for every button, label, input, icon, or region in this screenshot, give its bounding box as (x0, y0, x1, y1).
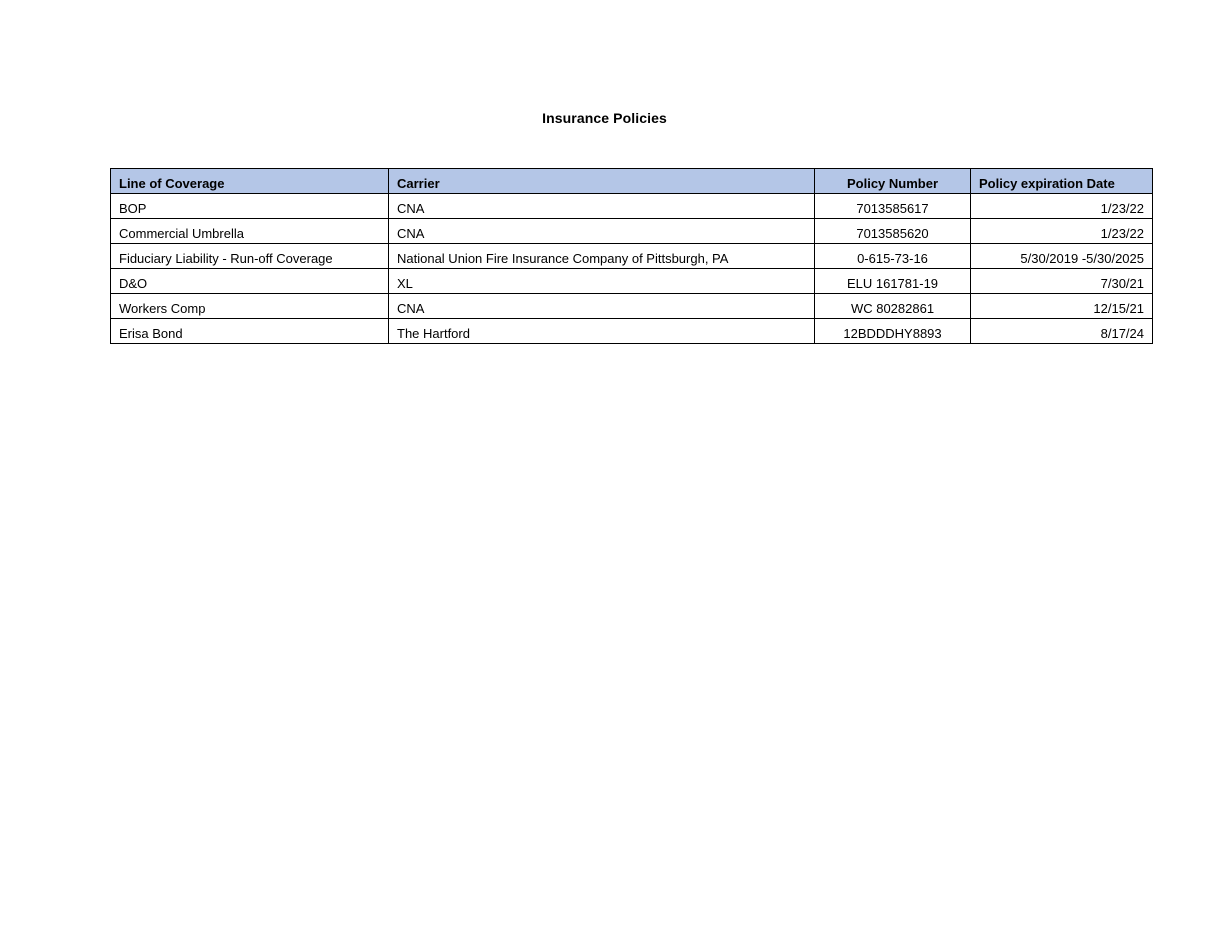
cell-carrier: The Hartford (389, 319, 815, 344)
header-carrier: Carrier (389, 169, 815, 194)
cell-policy-number: ELU 161781-19 (815, 269, 971, 294)
cell-line-of-coverage: Fiduciary Liability - Run-off Coverage (111, 244, 389, 269)
table-row (111, 219, 1153, 244)
cell-line-of-coverage: Workers Comp (111, 294, 389, 319)
cell-policy-number: 7013585620 (815, 219, 971, 244)
insurance-policies-table (110, 168, 1153, 344)
header-policy-number: Policy Number (815, 169, 971, 194)
cell-carrier: CNA (389, 294, 815, 319)
table-row (111, 269, 1153, 294)
cell-line-of-coverage: Commercial Umbrella (111, 219, 389, 244)
header-line-of-coverage: Line of Coverage (111, 169, 389, 194)
cell-policy-number: 7013585617 (815, 194, 971, 219)
cell-carrier: CNA (389, 194, 815, 219)
cell-expiration-date: 8/17/24 (971, 319, 1153, 344)
cell-line-of-coverage: Erisa Bond (111, 319, 389, 344)
cell-expiration-date: 7/30/21 (971, 269, 1153, 294)
cell-expiration-date: 1/23/22 (971, 219, 1153, 244)
cell-expiration-date: 1/23/22 (971, 194, 1153, 219)
cell-line-of-coverage: D&O (111, 269, 389, 294)
table-row (111, 319, 1153, 344)
table-row (111, 294, 1153, 319)
header-expiration-date: Policy expiration Date (971, 169, 1153, 194)
cell-line-of-coverage: BOP (111, 194, 389, 219)
cell-expiration-date: 12/15/21 (971, 294, 1153, 319)
cell-policy-number: WC 80282861 (815, 294, 971, 319)
table-header-row (111, 169, 1153, 194)
cell-carrier: National Union Fire Insurance Company of Pittsburgh, PA (389, 244, 815, 269)
table-row (111, 244, 1153, 269)
cell-carrier: XL (389, 269, 815, 294)
cell-policy-number: 0-615-73-16 (815, 244, 971, 269)
table-row (111, 194, 1153, 219)
cell-expiration-date: 5/30/2019 -5/30/2025 (971, 244, 1153, 269)
page-title: Insurance Policies (542, 110, 667, 126)
cell-carrier: CNA (389, 219, 815, 244)
cell-policy-number: 12BDDDHY8893 (815, 319, 971, 344)
